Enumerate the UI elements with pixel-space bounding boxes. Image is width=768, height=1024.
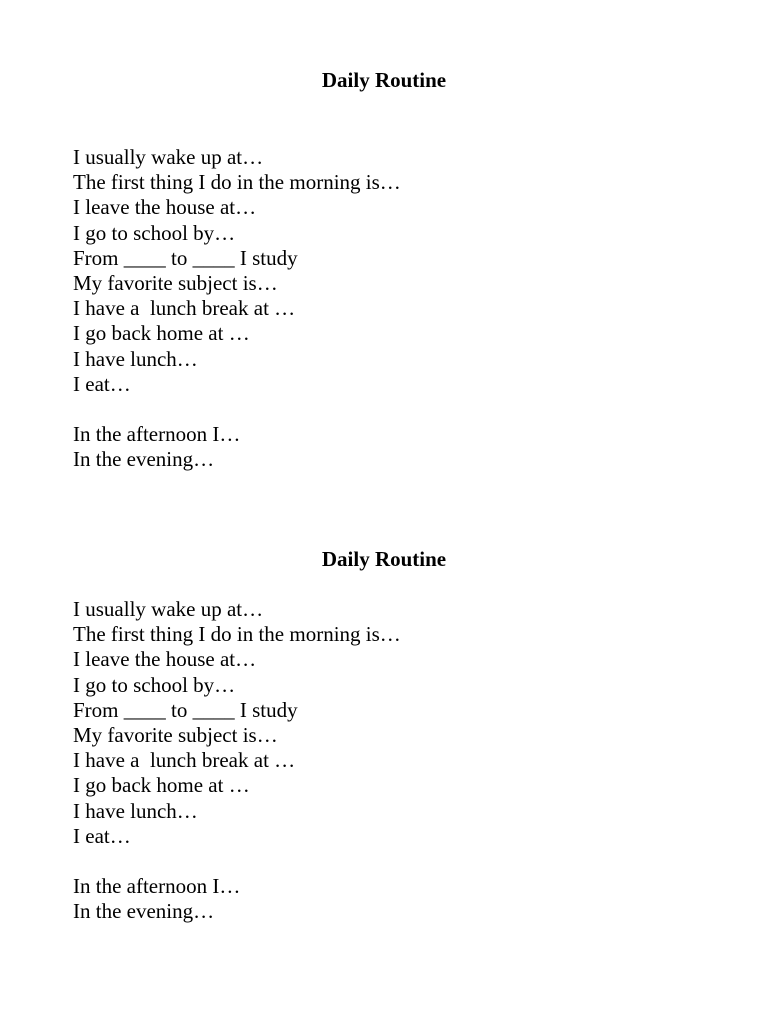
prompt-line: In the evening…	[73, 899, 215, 924]
prompt-line: I go back home at …	[73, 321, 250, 346]
prompt-line: The first thing I do in the morning is…	[73, 170, 401, 195]
prompt-line: In the afternoon I…	[73, 422, 241, 447]
prompt-line: I usually wake up at…	[73, 145, 264, 169]
prompt-line: I leave the house at…	[73, 647, 257, 672]
prompt-line: I eat…	[73, 823, 131, 848]
prompt-line: My favorite subject is…	[73, 270, 278, 295]
prompt-list	[73, 597, 401, 924]
prompt-list	[73, 145, 401, 472]
prompt-line: I eat…	[73, 371, 131, 396]
prompt-line: In the afternoon I…	[73, 874, 241, 899]
section-title: Daily Routine	[321, 547, 447, 571]
prompt-line: The first thing I do in the morning is…	[73, 622, 401, 647]
prompt-line: From ____ to ____ I study	[73, 245, 298, 270]
prompt-line: From ____ to ____ I study	[73, 697, 298, 722]
prompt-line: I go to school by…	[73, 672, 236, 697]
prompt-line: I usually wake up at…	[73, 597, 264, 621]
prompt-line: I have a lunch break at …	[73, 296, 296, 321]
prompt-line: I leave the house at…	[73, 195, 257, 220]
prompt-line: I go back home at …	[73, 773, 250, 798]
blank-line	[73, 397, 401, 422]
prompt-line: I have lunch…	[73, 346, 198, 371]
prompt-line: I have a lunch break at …	[73, 748, 296, 773]
section-title: Daily Routine	[321, 68, 447, 92]
blank-line	[73, 849, 401, 874]
prompt-line: I go to school by…	[73, 220, 236, 245]
prompt-line: My favorite subject is…	[73, 722, 278, 747]
prompt-line: I have lunch…	[73, 798, 198, 823]
prompt-line: In the evening…	[73, 447, 215, 472]
